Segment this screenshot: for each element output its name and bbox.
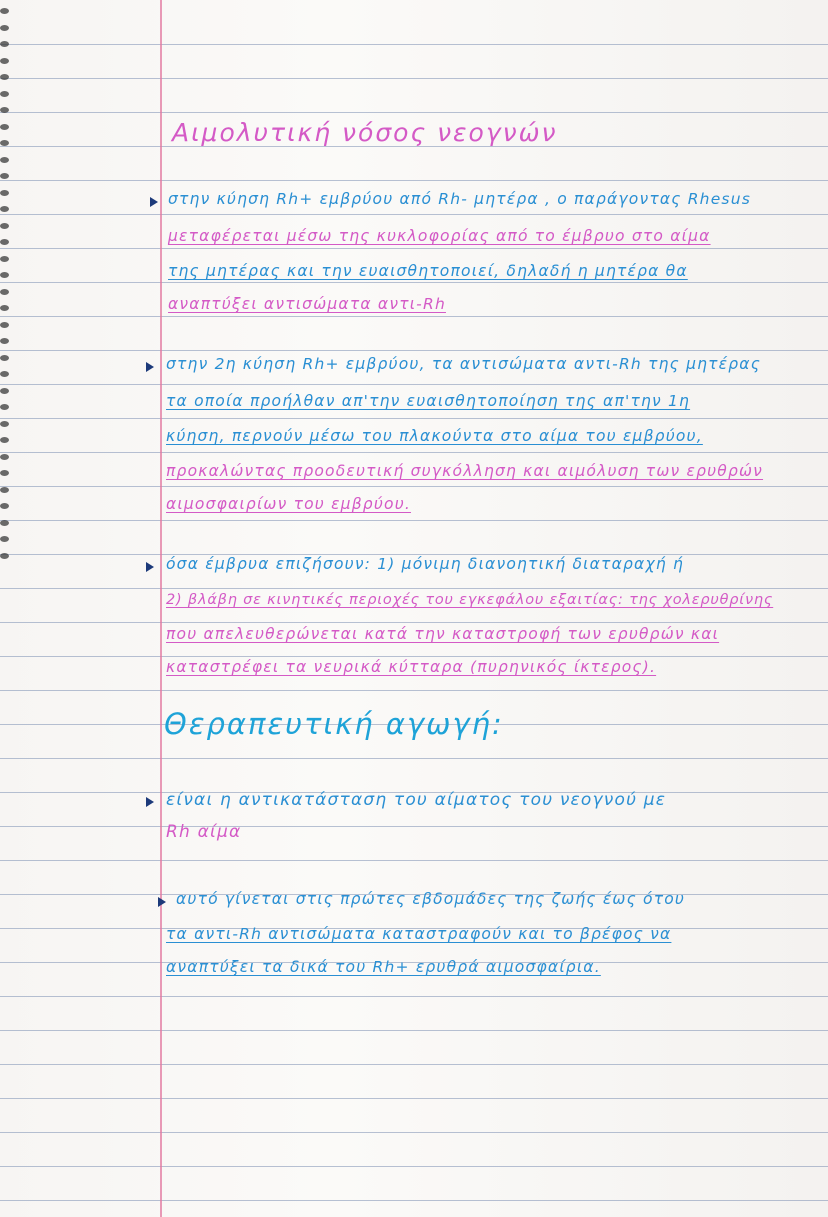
binding-hole: [0, 190, 9, 196]
ruled-line: [0, 622, 828, 623]
binding-hole: [0, 140, 9, 146]
binding-hole: [0, 536, 9, 542]
binding-hole: [0, 41, 9, 47]
margin-line: [160, 0, 162, 1217]
ruled-line: [0, 1166, 828, 1167]
ruled-line: [0, 282, 828, 283]
binding-hole: [0, 454, 9, 460]
ruled-line: [0, 996, 828, 997]
ruled-line: [0, 214, 828, 215]
ruled-line: [0, 1064, 828, 1065]
ruled-line: [0, 180, 828, 181]
ruled-line: [0, 248, 828, 249]
ruled-line: [0, 452, 828, 453]
bullet-icon: [146, 562, 154, 572]
ruled-line: [0, 112, 828, 113]
binding-hole: [0, 25, 9, 31]
binding-hole: [0, 223, 9, 229]
text-line: καταστρέφει τα νευρικά κύτταρα (πυρηνικός ίκτερος).: [166, 658, 657, 676]
binding-hole: [0, 107, 9, 113]
ruled-line: [0, 384, 828, 385]
text-line: κύηση, περνούν μέσω του πλακούντα στο αίμα του εμβρύου,: [166, 427, 703, 445]
ruled-line: [0, 656, 828, 657]
text-line: τα αντι-Rh αντισώματα καταστραφούν και το βρέφος να: [166, 925, 672, 943]
binding-hole: [0, 322, 9, 328]
binding-hole: [0, 272, 9, 278]
text-line: αυτό γίνεται στις πρώτες εβδομάδες της ζωής έως ότου: [176, 890, 686, 908]
ruled-line: [0, 350, 828, 351]
ruled-line: [0, 758, 828, 759]
ruled-line: [0, 588, 828, 589]
binding-hole: [0, 256, 9, 262]
text-line: προκαλώντας προοδευτική συγκόλληση και αιμόλυση των ερυθρών: [166, 462, 764, 480]
ruled-line: [0, 486, 828, 487]
text-line: τα οποία προήλθαν απ'την ευαισθητοποίηση της απ'την 1η: [166, 392, 691, 410]
bullet-icon: [150, 197, 158, 207]
binding-hole: [0, 157, 9, 163]
ruled-line: [0, 860, 828, 861]
binding-hole: [0, 470, 9, 476]
binding-hole: [0, 355, 9, 361]
ruled-line: [0, 1200, 828, 1201]
ruled-line: [0, 44, 828, 45]
ruled-line: [0, 1132, 828, 1133]
text-line: αναπτύξει αντισώματα αντι-Rh: [168, 295, 446, 313]
text-line: που απελευθερώνεται κατά την καταστροφή των ερυθρών και: [166, 625, 720, 643]
binding-hole: [0, 371, 9, 377]
binding-holes: [0, 0, 14, 1217]
bullet-icon: [158, 897, 166, 907]
text-line: αναπτύξει τα δικά του Rh+ ερυθρά αιμοσφαίρια.: [166, 958, 601, 976]
text-line: Rh αίμα: [166, 822, 242, 842]
ruled-line: [0, 1098, 828, 1099]
binding-hole: [0, 239, 9, 245]
binding-hole: [0, 437, 9, 443]
section-heading: Θεραπευτική αγωγή:: [164, 707, 504, 741]
binding-hole: [0, 421, 9, 427]
ruled-line: [0, 520, 828, 521]
text-line: όσα έμβρυα επιζήσουν: 1) μόνιμη διανοητική διαταραχή ή: [166, 555, 684, 573]
binding-hole: [0, 338, 9, 344]
binding-hole: [0, 404, 9, 410]
binding-hole: [0, 553, 9, 559]
ruled-line: [0, 1030, 828, 1031]
ruled-line: [0, 418, 828, 419]
ruled-line: [0, 316, 828, 317]
binding-hole: [0, 520, 9, 526]
binding-hole: [0, 124, 9, 130]
binding-hole: [0, 58, 9, 64]
text-line: 2) βλάβη σε κινητικές περιοχές του εγκεφάλου εξαιτίας: της χολερυθρίνης: [166, 592, 774, 608]
text-line: αιμοσφαιρίων του εμβρύου.: [166, 495, 411, 513]
text-line: είναι η αντικατάσταση του αίματος του νεογνού με: [166, 790, 667, 810]
text-line: στην 2η κύηση Rh+ εμβρύου, τα αντισώματα αντι-Rh της μητέρας: [166, 355, 762, 373]
text-line: της μητέρας και την ευαισθητοποιεί, δηλαδή η μητέρα θα: [168, 262, 688, 280]
ruled-line: [0, 690, 828, 691]
binding-hole: [0, 289, 9, 295]
bullet-icon: [146, 797, 154, 807]
binding-hole: [0, 388, 9, 394]
binding-hole: [0, 173, 9, 179]
ruled-line: [0, 826, 828, 827]
binding-hole: [0, 8, 9, 14]
binding-hole: [0, 206, 9, 212]
ruled-line: [0, 78, 828, 79]
binding-hole: [0, 305, 9, 311]
page-title: Αιμολυτική νόσος νεογνών: [172, 118, 558, 147]
binding-hole: [0, 487, 9, 493]
binding-hole: [0, 74, 9, 80]
text-line: στην κύηση Rh+ εμβρύου από Rh- μητέρα , ο παράγοντας Rhesus: [168, 190, 752, 208]
bullet-icon: [146, 362, 154, 372]
binding-hole: [0, 503, 9, 509]
text-line: μεταφέρεται μέσω της κυκλοφορίας από το έμβρυο στο αίμα: [168, 227, 711, 245]
binding-hole: [0, 91, 9, 97]
